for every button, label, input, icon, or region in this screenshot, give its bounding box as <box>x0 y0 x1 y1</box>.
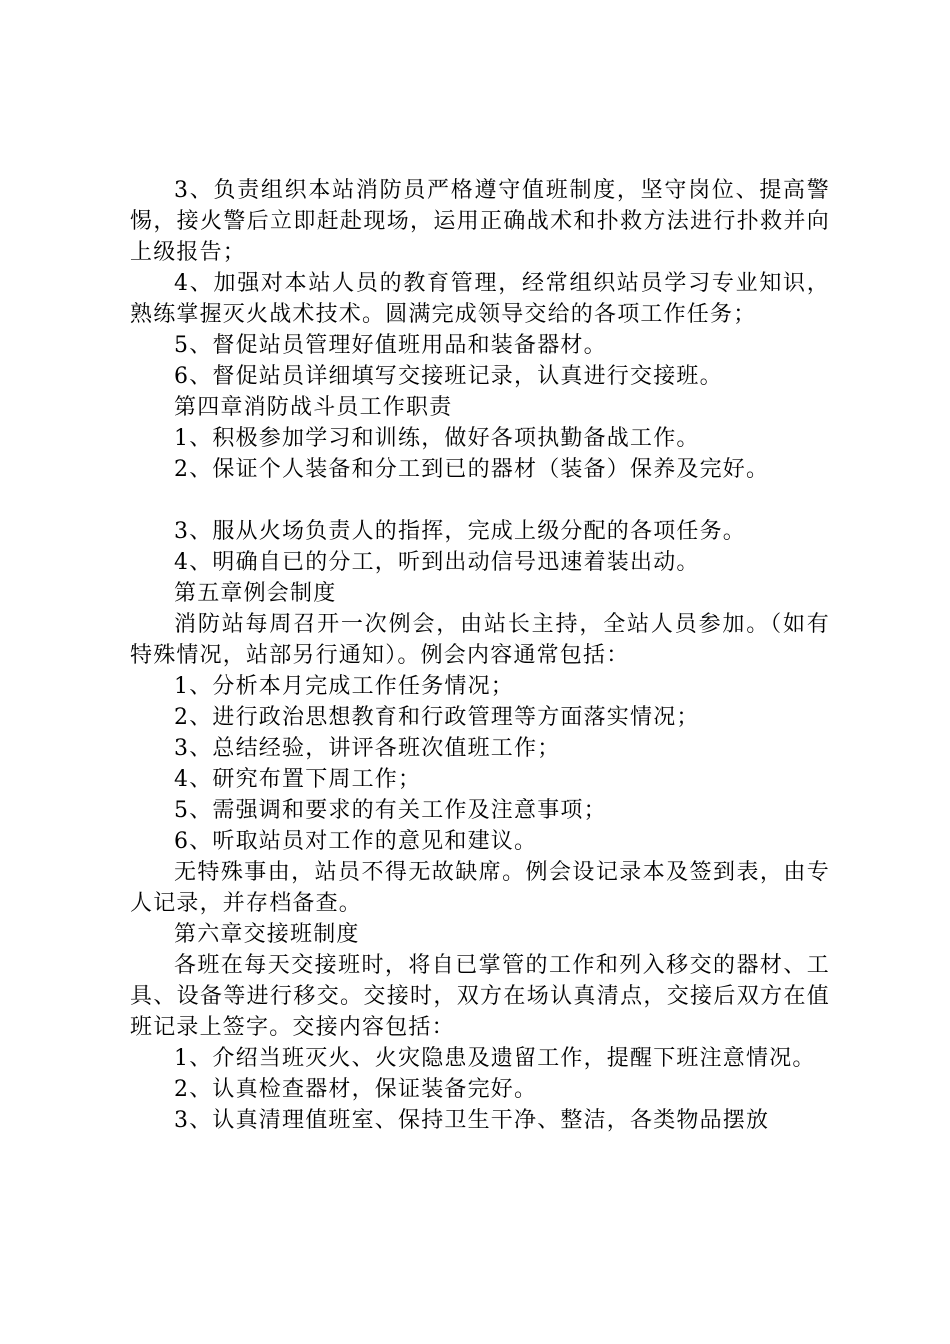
paragraph: 1、介绍当班灭火、火灾隐患及遗留工作，提醒下班注意情况。 <box>174 1046 816 1071</box>
paragraph: 2、进行政治思想教育和行政管理等方面落实情况； <box>174 705 700 730</box>
paragraph: 6、听取站员对工作的意见和建议。 <box>174 829 538 854</box>
paragraph: 各班在每天交接班时，将自已掌管的工作和列入移交的器材、工具、设备等进行移交。交接时，双方在场认真清点，交接后双方在值班记录上签字。交接内容包括： <box>130 953 830 1040</box>
paragraph: 6、督促站员详细填写交接班记录，认真进行交接班。 <box>174 364 723 389</box>
chapter-heading: 第五章例会制度 <box>174 581 337 606</box>
paragraph: 5、督促站员管理好值班用品和装备器材。 <box>174 333 607 358</box>
paragraph: 3、认真清理值班室、保持卫生干净、整洁，各类物品摆放 <box>174 1108 770 1133</box>
paragraph: 5、需强调和要求的有关工作及注意事项； <box>174 798 607 823</box>
paragraph: 3、负责组织本站消防员严格遵守值班制度，坚守岗位、提高警惕，接火警后立即赶赴现场，运用正确战术和扑救方法进行扑救并向上级报告； <box>130 178 830 265</box>
paragraph: 消防站每周召开一次例会，由站长主持，全站人员参加。（如有特殊情况，站部另行通知）。例会内容通常包括： <box>130 612 830 668</box>
paragraph: 4、研究布置下周工作； <box>174 767 422 792</box>
paragraph: 1、分析本月完成工作任务情况； <box>174 674 514 699</box>
blank-line <box>130 485 830 516</box>
paragraph: 3、服从火场负责人的指挥，完成上级分配的各项任务。 <box>174 519 746 544</box>
paragraph: 无特殊事由，站员不得无故缺席。例会设记录本及签到表，由专人记录，并存档备查。 <box>130 860 830 916</box>
document-body <box>130 175 830 1136</box>
paragraph: 2、保证个人装备和分工到已的器材（装备）保养及完好。 <box>174 457 770 482</box>
chapter-heading: 第四章消防战斗员工作职责 <box>174 395 453 420</box>
chapter-heading: 第六章交接班制度 <box>174 922 360 947</box>
paragraph: 1、积极参加学习和训练，做好各项执勤备战工作。 <box>174 426 700 451</box>
paragraph: 4、明确自已的分工，听到出动信号迅速着装出动。 <box>174 550 700 575</box>
paragraph: 3、总结经验，讲评各班次值班工作； <box>174 736 561 761</box>
paragraph: 4、加强对本站人员的教育管理，经常组织站员学习专业知识，熟练掌握灭火战术技术。圆满完成领导交给的各项工作任务； <box>130 271 830 327</box>
paragraph: 2、认真检查器材，保证装备完好。 <box>174 1077 538 1102</box>
